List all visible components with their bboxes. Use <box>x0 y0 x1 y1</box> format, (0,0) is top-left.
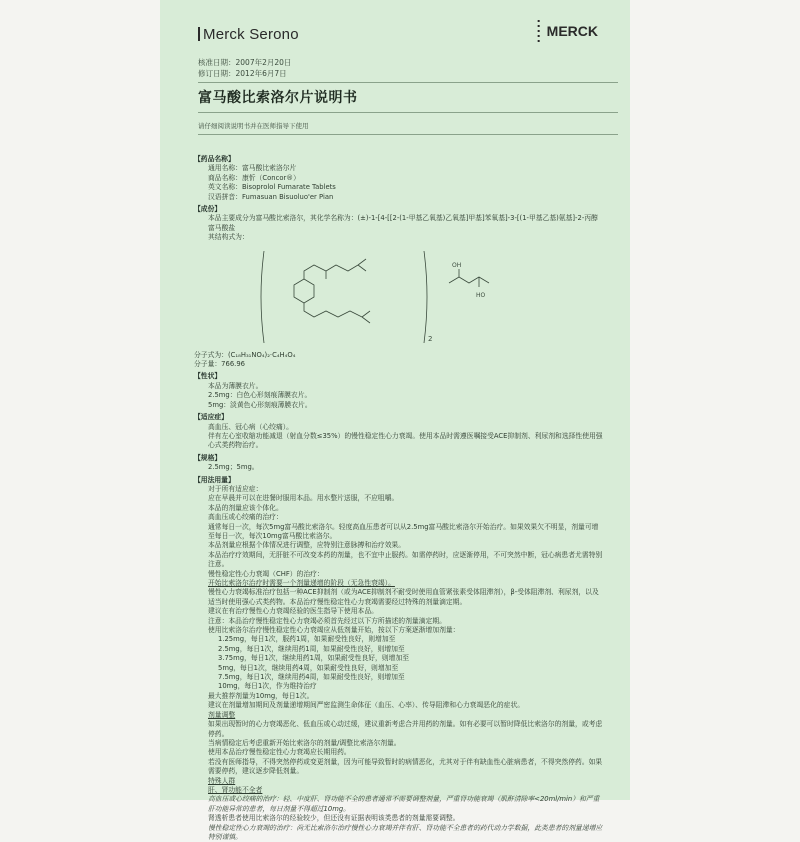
dosage-line: 如果出现暂时的心力衰竭恶化、低血压或心动过缓，建议重新考虑合并用药的剂量。如有必要可以暂时降低比索洛尔的剂量，或考虑停药。 <box>208 720 603 738</box>
composition-text: 本品主要成分为富马酸比索洛尔，其化学名称为：(±)-1-[4-[[2-(1-甲基乙氧基)乙氧基]甲基]苯氧基]-3-[(1-甲基乙基)氨基]-2-丙醇富马酸盐 <box>208 214 598 232</box>
dosage-line: 使用本品治疗慢性稳定性心力衰竭应长期用药。 <box>208 748 351 757</box>
dosage-line: 建议在剂量增加期间及剂量递增期间严密监测生命体征（血压、心率）、传导阻滞和心力衰竭恶化的症状。 <box>208 701 525 710</box>
pinyin-name: 汉语拼音：Fumasuan Bisuoluo'er Pian <box>208 192 334 201</box>
generic-name: 通用名称：富马酸比索洛尔片 <box>208 164 297 173</box>
trade-name: 商品名称：康忻（Concor®） <box>208 173 300 182</box>
dosage-line: 肾透析患者使用比索洛尔的经验较少，但还没有证据表明该类患者的剂量需要调整。 <box>208 814 460 823</box>
leaflet-sheet <box>160 0 630 841</box>
divider <box>198 112 618 113</box>
dosage-line: 若没有医师指导，不得突然停药或变更剂量，因为可能导致暂时的病情恶化，尤其对于伴有缺血性心脏病患者，不得突然停药。如果需要停药，建议逐步降低剂量。 <box>208 757 603 776</box>
section-heading: 【适应症】 <box>194 413 228 422</box>
section-heading: 【药品名称】 <box>194 155 235 163</box>
section-heading: 【成份】 <box>194 205 222 214</box>
structure-subscript: 2 <box>428 334 433 343</box>
molecular-formula: 分子式为：(C₁₈H₃₁NO₄)₂·C₄H₄O₄ <box>194 350 296 359</box>
warning-text: 请仔细阅读说明书并在医师指导下使用 <box>198 122 309 130</box>
dosage-subheading: 剂量调整 <box>208 710 236 719</box>
dosage-subheading: 高血压或心绞痛的治疗： <box>208 513 283 522</box>
molecular-weight: 分子量：766.96 <box>194 360 245 369</box>
merck-logo: MERCK <box>534 20 598 42</box>
merck-dots-icon <box>534 20 544 42</box>
dosage-line: 最大推荐剂量为10mg，每日1次。 <box>208 691 314 700</box>
property-line: 本品为薄膜衣片。 <box>208 381 263 390</box>
property-line: 5mg：淡黄色心形刻痕薄膜衣片。 <box>208 400 312 409</box>
svg-text:HO: HO <box>476 291 486 299</box>
titration-list <box>194 635 604 691</box>
titration-step: 3.75mg，每日1次，继续用药1周，如果耐受性良好，则增加至 <box>218 654 410 663</box>
dosage-line: 当病情稳定后考虑重新开始比索洛尔的剂量/调整比索洛尔剂量。 <box>208 738 401 747</box>
structure-diagram <box>254 247 514 347</box>
spec-line: 2.5mg；5mg。 <box>208 463 259 472</box>
indication-line: 伴有左心室收缩功能减退（射血分数≤35%）的慢性稳定性心力衰竭。使用本品时需遵医嘱接受ACE抑制剂、利尿剂和选择性使用强心式类药物治疗。 <box>208 431 603 450</box>
dosage-line: 慢性心力衰竭标准治疗包括一种ACE抑制剂（或为ACE抑制剂不耐受时使用血管紧张素受体阻滞剂），β-受体阻滞剂、利尿剂，以及适当时使用强心式类药物。本品治疗慢性稳定性心力衰竭需要经过特殊的剂量滴定期。 <box>208 588 599 606</box>
divider <box>198 82 618 83</box>
dosage-line: 对于所有适应症： <box>208 484 263 493</box>
merck-serono-logo: Merck Serono <box>198 26 299 43</box>
page-title: 富马酸比索洛尔片说明书 <box>198 90 358 106</box>
section-heading: 【性状】 <box>194 372 222 381</box>
property-line: 2.5mg：白色心形刻痕薄膜衣片。 <box>208 391 312 400</box>
dosage-line: 通常每日一次，每次5mg富马酸比索洛尔。轻度高血压患者可以从2.5mg富马酸比索洛尔开始治疗。如果效果欠不明显，剂量可增至每日一次，每次10mg富马酸比索洛尔。 <box>208 522 599 540</box>
svg-text:OH: OH <box>452 261 462 269</box>
dosage-subheading: 特殊人群 <box>208 776 236 785</box>
approval-date: 核准日期：2007年2月20日 <box>198 58 292 67</box>
leaflet-body <box>194 152 604 842</box>
structure-label: 其结构式为： <box>208 233 249 242</box>
dosage-line: 建议在有治疗慢性心力衰竭经验的医生指导下使用本品。 <box>208 607 378 616</box>
dosage-line: 高血压或心绞痛的治疗：轻、中度肝、肾功能不全的患者通常不需要调整剂量，严重肾功能衰竭（肌酐清除率<20ml/min）和严重肝功能异常的患者，每日剂量不得超过10mg。 <box>208 795 600 813</box>
indication-line: 高血压、冠心病（心绞痛）。 <box>208 422 293 431</box>
dosage-line: 开始比索洛尔治疗时需要一个剂量递增的阶段（无急性衰竭）。 <box>208 579 395 587</box>
titration-step: 2.5mg，每日1次，继续用药1周，如果耐受性良好，则增加至 <box>218 644 405 653</box>
revision-date: 修订日期：2012年6月7日 <box>198 69 287 78</box>
english-name: 英文名称：Bisoprolol Fumarate Tablets <box>208 183 336 192</box>
section-heading: 【用法用量】 <box>194 475 235 484</box>
dosage-subheading: 肝、肾功能不全者 <box>208 785 263 794</box>
titration-step: 1.25mg，每日1次，服药1周，如果耐受性良好，则增加至 <box>218 635 396 644</box>
divider <box>198 134 618 135</box>
dosage-line: 慢性稳定性心力衰竭的治疗：尚无比索洛尔治疗慢性心力衰竭并伴有肝、肾功能不全患者的药代动力学数据，此类患者的剂量递增应特别谨慎。 <box>208 823 603 841</box>
dosage-line: 本品治疗疗效期间，无肝脏不可改变本药的剂量，也不宜中止服药。如需停药时，应逐渐停用，不可突然中断，冠心病患者尤需特别注意。 <box>208 550 603 569</box>
dosage-line: 本品剂量应根据个体情况进行调整，应特别注意脉搏和治疗效果。 <box>208 541 406 550</box>
dosage-subheading: 慢性稳定性心力衰竭（CHF）的治疗： <box>208 569 324 578</box>
structural-formula <box>254 247 604 347</box>
dosage-line: 本品的剂量应该个体化。 <box>208 503 283 512</box>
titration-step: 7.5mg，每日1次，继续用药4周，如果耐受性良好，则增加至 <box>218 673 405 682</box>
dosage-line: 使用比索洛尔治疗慢性稳定性心力衰竭应从低剂量开始，按以下方案逐渐增加剂量： <box>208 626 460 635</box>
titration-step: 10mg，每日1次，作为维持治疗 <box>218 682 317 691</box>
date-block <box>198 57 291 79</box>
titration-step: 5mg，每日1次，继续用药4周，如果耐受性良好，则增加至 <box>218 663 399 672</box>
dosage-line: 应在早晨并可以在进餐时服用本品。用水整片送服，不应咀嚼。 <box>208 494 399 503</box>
section-heading: 【规格】 <box>194 453 222 462</box>
dosage-line: 注意：本品治疗慢性稳定性心力衰竭必须首先经过以下方所描述的剂量滴定期。 <box>208 616 446 625</box>
